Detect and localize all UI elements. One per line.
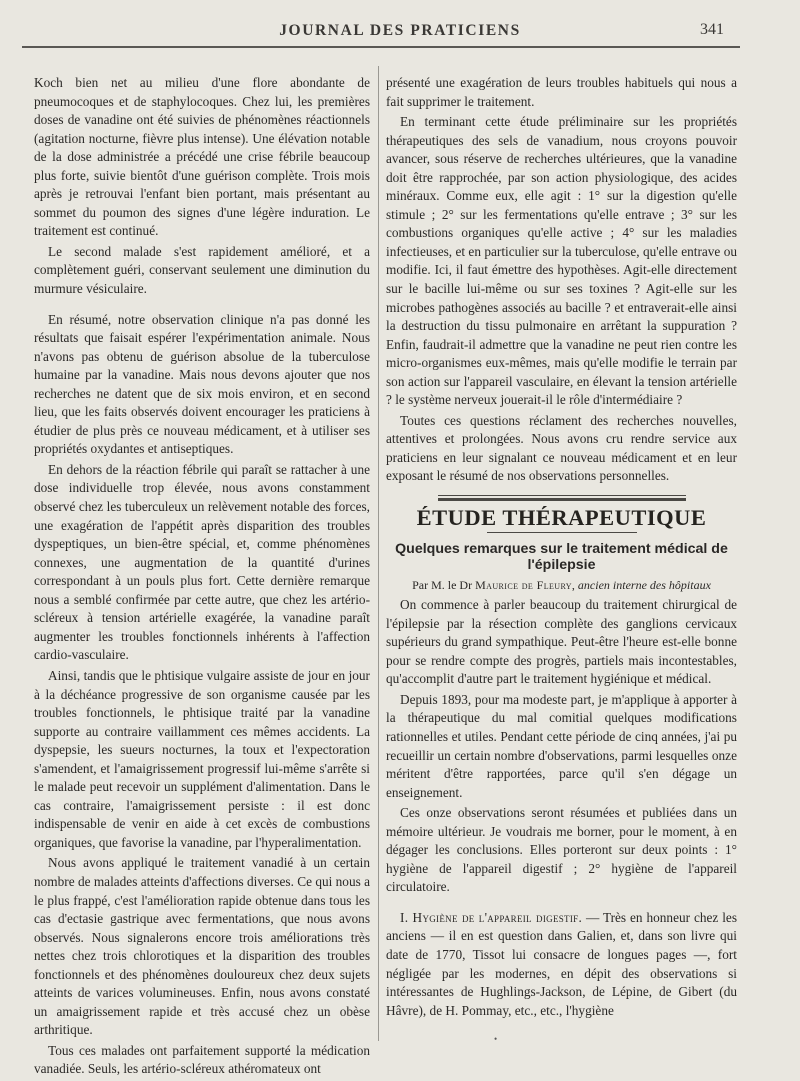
- section-rule-bottom: [487, 532, 637, 533]
- author-title: ancien interne des hôpitaux: [577, 577, 711, 592]
- paragraph: présenté une exagération de leurs troubles habituels qui nous a fait supprimer le traitement.: [386, 75, 737, 109]
- paragraph: Depuis 1893, pour ma modeste part, je m'applique à apporter à la thérapeutique du mal comitial quelques modifications rationnelles et utiles. Pendant cette période de cinq années, j'ai pu recueillir un certain nombre d'observations, parmi lesquelles onze méritent d'être rapportées, parce qu'il s'en dégage un enseignement.: [386, 691, 737, 800]
- section-title: ÉTUDE THÉRAPEUTIQUE: [416, 505, 707, 531]
- author-name: Maurice de Fleury: [475, 577, 572, 592]
- paragraph: Ainsi, tandis que le phtisique vulgaire assiste de jour en jour à la déchéance progressive de son organisme causée par les troubles fonctionnels, le phtisique traité par la vanadine supporte au contraire vaillamment ces mêmes accidents. La dyspepsie, les sueurs nocturnes, la toux et l'expectoration s'amendent, et l'amaigrissement progressif lui-même s'arrête si le malade peut recevoir un supplément d'alimentation. Dans le cas contraire, l'amaigrissement persiste : il est donc indispensable de venir en aide à cet excès de combustions organiques, que favorise la vanadine, par l'hyperalimentation.: [34, 667, 370, 850]
- footer-mark: •: [494, 1034, 498, 1044]
- subsection-heading: I. Hygiène de l'appareil digestif.: [400, 909, 583, 925]
- paragraph: Ces onze observations seront résumées et publiées dans un mémoire ultérieur. Je voudrais me borner, pour le moment, à en dégager les conclusions. Elles porteront sur deux points : 1° hygiène de l'appareil digestif ; 2° hygiène de l'appareil circulatoire.: [386, 805, 737, 895]
- byline-prefix: Par M. le Dr: [412, 577, 473, 592]
- right-column: [386, 74, 737, 1022]
- section-rule-top: [438, 495, 686, 501]
- left-column: [34, 74, 370, 1081]
- paragraph: [386, 909, 737, 1020]
- paragraph: Tous ces malades ont parfaitement supporté la médication vanadiée. Seuls, les artério-scléreux athéromateux ont: [34, 1042, 370, 1077]
- paragraph: En résumé, notre observation clinique n'a pas donné les résultats que faisait espérer l'expérimentation animale. Nous n'avons pas obtenu de guérison absolue de la tuberculose humaine par la vanadine. Mais nous devons ajouter que nos recherches ne datent que de six mois environ, et en second lieu, que les faits observés doivent encourager les praticiens à étudier de plus près ce nouveau médicament, et à utiliser ses propriétés oxydantes et antiseptiques.: [34, 311, 370, 457]
- paragraph-text: — Très en honneur chez les anciens — il en est question dans Galien, et, dans son livre qui date de 1770, Tissot lui consacre de longues pages —, fort négligée par les modernes, en dépit des observations si intéressantes de Hughlings-Jackson, de Lépine, de Gibert (du Hâvre), de H. Pommay, etc., etc., l'hygiène: [386, 909, 737, 1018]
- paragraph: En dehors de la réaction fébrile qui paraît se rattacher à une dose individuelle trop élevée, nous avons constamment observé chez les tuberculeux un relèvement notable des forces, une exagération de l'appétit après disparition des troubles dyspeptiques, un bien-être spécial, et, comme phénomènes connexes, une augmentation de la quantité d'urines correspondant à un pouls plus fort. Cette dernière remarque nous a semblé confirmée par cette autre, que chez les artério-scléreux à tension artérielle exagérée, la vanadine paraît augmenter les troubles fonctionnels inhérents à l'affection cardio-vasculaire.: [34, 461, 370, 663]
- column-divider: [378, 66, 379, 1041]
- journal-title: JOURNAL DES PRATICIENS: [279, 22, 521, 39]
- page-number: 341: [700, 21, 724, 38]
- header-rule: [22, 46, 740, 48]
- article-title: Quelques remarques sur le traitement médical de l'épilepsie: [395, 540, 728, 573]
- paragraph: Koch bien net au milieu d'une flore abondante de pneumocoques et de staphylocoques. Chez lui, les premières doses de vanadine ont été suivies de phénomènes réactionnels (agitation nocturne, fièvre plus intense). Une élévation notable de la dose administrée a précédé une crise fébrile beaucoup plus forte, suivie bientôt d'une guérison complète. Trois mois après je retrouvai l'enfant bien portant, mais présentant au sommet du poumon des signes d'une légère induration. Le traitement est continué.: [34, 75, 370, 239]
- running-header: [0, 0, 800, 50]
- paragraph: Toutes ces questions réclament des recherches nouvelles, attentives et prolongées. Nous avons cru rendre service aux praticiens en leur signalant ce nouveau médicament et en leur exposant le résumé de nos observations personnelles.: [386, 412, 737, 484]
- article-byline: Par M. le Dr Maurice de Fleury, ancien interne des hôpitaux: [412, 577, 711, 592]
- paragraph: Le second malade s'est rapidement amélioré, et a complètement guéri, conservant seulement une diminution du murmure vésiculaire.: [34, 243, 370, 297]
- paragraph: En terminant cette étude préliminaire sur les propriétés thérapeutiques des sels de vanadium, nous croyons pouvoir avancer, sous réserve de recherches ultérieures, que la vanadine doit être rapprochée, par son action physiologique, des acides minéraux. Comme eux, elle agit : 1° sur la digestion qu'elle stimule ; 2° sur les fermentations qu'elle entrave ; 3° sur les combustions organiques qu'elle active ; 4° sur les maladies infectieuses, et en particulier sur la tuberculose, qu'elle entrave ou modifie. Ici, il faut émettre des hypothèses. Agit-elle directement sur le bacille lui-même ou sur ses toxines ? Agit-elle sur les microbes pathogènes associés au bacille ? et entraverait-elle ainsi la destruction du tissu pulmonaire en arrêtant la suppuration ? Enfin, faudrait-il admettre que la vanadine ne peut rien contre les micro-organismes eux-mêmes, mais qu'elle modifie le terrain par son action sur l'appareil vasculaire, en élevant la tension artérielle ? le système nerveux jouerait-il le rôle d'intermédiaire ?: [386, 114, 737, 408]
- paragraph: Nous avons appliqué le traitement vanadié à un certain nombre de malades atteints d'affections diverses. Ce qui nous a le plus frappé, c'est l'amélioration rapide obtenue dans tous les cas d'ectasie gastrique avec fermentations, que nous avons observés. Nous signalerons encore trois améliorations très nettes chez trois chlorotiques et la disparition des troubles fonctionnels et des phénomènes douloureux chez deux sujets atteints de varices volumineuses. Enfin, nous avons constaté un amaigrissement rapide et très accusé chez un obèse arthritique.: [34, 855, 370, 1038]
- paragraph: On commence à parler beaucoup du traitement chirurgical de l'épilepsie par la résection complète des ganglions cervicaux supérieurs du grand sympathique. Peut-être l'heure est-elle bonne pour se rendre compte des progrès, partiels mais incontestables, qu'accomplit d'autre part le traitement hygiénique et médical.: [386, 597, 737, 687]
